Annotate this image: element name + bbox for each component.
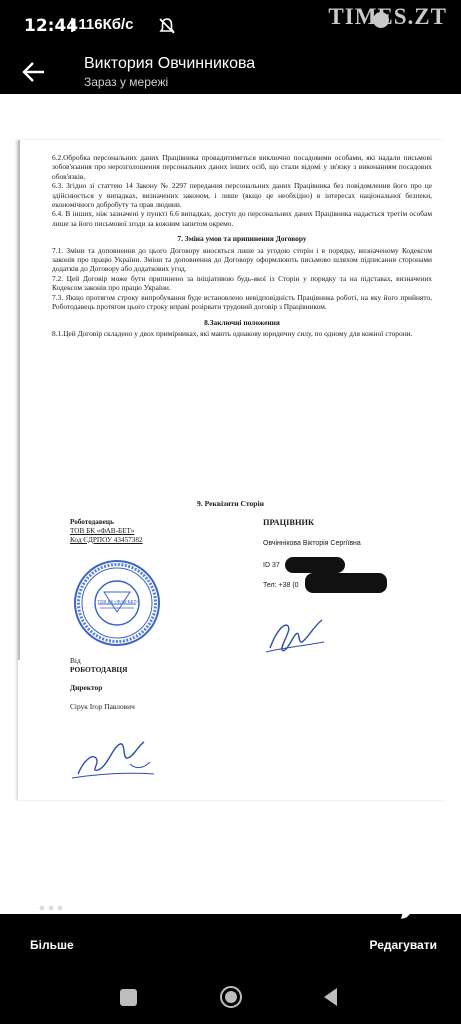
paragraph-7-3: 7.3. Якщо протягом строку випробування буде встановлено невідповідність Працівника роботі, на яку його прийнято, Роботодавець протягом цього строку вправі розірвати трудовий договір з Працівником. bbox=[52, 292, 432, 312]
employer-company: ТОВ БК «ФАВ-БЕТ» bbox=[70, 527, 135, 535]
worker-phone: Тел: +38 (0 bbox=[263, 582, 299, 589]
pencil-icon[interactable] bbox=[396, 898, 422, 924]
worker-details bbox=[263, 518, 361, 589]
employer-code: Код ЄДРПОУ 43457382 bbox=[70, 536, 143, 544]
worker-signature-icon bbox=[262, 612, 332, 660]
page-edge bbox=[18, 140, 20, 660]
section-8-title: 8.Заключні положення bbox=[204, 317, 280, 327]
director-signature-icon bbox=[68, 734, 158, 784]
from-label: Від bbox=[70, 656, 81, 665]
paragraph-6-4: 6.4. В інших, ніж зазначені у пункті 6.6 випадках, доступ до персональних даних Працівника надається третім особам лише за його письмової згоди за кожним запитом окремо. bbox=[52, 209, 432, 228]
paragraph-7-2: 7.2. Цей Договір може бути припинено за ініціативою будь-якої із Сторін у порядку та на підставах, визначених Кодексом законів про працю України. bbox=[52, 273, 432, 293]
employer-details bbox=[70, 518, 143, 545]
stamp-text: ТОВ БК «ФАВ-БЕТ» bbox=[97, 599, 139, 604]
paragraph-6-2: 6.2.Обробка персональних даних Працівника провадитиметься виключно посадовими особами, які надали письмові зобов'язання про нерозголошення персональних даних інших осіб, що стали відомі у зв'язку з виконанням посадових обов'язків. bbox=[52, 153, 432, 181]
paragraph-8-1: 8.1.Цей Договір складено у двох примірниках, які мають однакову юридичну силу, по одному для кожної сторони. bbox=[52, 328, 413, 338]
contact-name[interactable]: Виктория Овчинникова bbox=[84, 55, 256, 72]
document-text bbox=[52, 153, 432, 338]
recent-apps-icon[interactable] bbox=[120, 989, 137, 1006]
redaction-mark bbox=[285, 557, 345, 573]
status-time: 12:44 bbox=[24, 16, 79, 36]
worker-title: ПРАЦІВНИК bbox=[263, 518, 315, 527]
redaction-mark bbox=[305, 573, 387, 593]
system-nav-bar bbox=[0, 974, 461, 1024]
back-button[interactable] bbox=[16, 56, 52, 88]
employer-signatory bbox=[70, 656, 135, 711]
employer-title: Роботодавець bbox=[70, 518, 114, 526]
employer-caps: РОБОТОДАВЦЯ bbox=[70, 665, 128, 674]
contact-status: Зараз у мережі bbox=[84, 75, 169, 89]
network-speed: | 116Кб/с bbox=[70, 16, 134, 33]
back-triangle-icon[interactable] bbox=[320, 986, 340, 1008]
more-button[interactable]: Більше bbox=[30, 938, 74, 952]
watermark: TIMES.ZT bbox=[328, 4, 447, 29]
section-7-title: 7. Зміна умов та припинення Договору bbox=[177, 234, 307, 244]
edit-button[interactable]: Редагувати bbox=[369, 938, 437, 952]
section-9-title: 9. Реквізити Сторін bbox=[196, 499, 265, 508]
worker-name: Овчіннікова Вікторія Сергіївна bbox=[263, 540, 361, 547]
bottom-action-bar bbox=[0, 914, 461, 974]
worker-id: ID 37 bbox=[263, 562, 280, 569]
arrow-left-icon bbox=[16, 56, 52, 88]
director-name: Сірук Ігор Павлович bbox=[70, 702, 135, 711]
paragraph-6-3: 6.3. Згідно зі статтею 14 Закону № 2297 передання персональних даних Працівника без повідомлення його про це здійснюється у випадках, визначених законом, і лише (якщо це необхідно) в інтересах національної безпеки, економічного добробуту та прав людини. bbox=[52, 181, 432, 210]
status-bar bbox=[0, 0, 461, 52]
silent-bell-icon bbox=[158, 17, 176, 35]
paragraph-7-1: 7.1. Зміни та доповнення до цього Договору вносяться лише за угодою сторін і в порядку, визначеному Кодексом законів про працю України. Зміни та доповнення до Договору оформлюють письмово шляхом підписання сторонами додатків до Договору або додаткових угод. bbox=[52, 245, 432, 274]
chat-viewer-header bbox=[0, 52, 461, 94]
director-label: Директор bbox=[70, 683, 103, 692]
home-icon[interactable] bbox=[219, 985, 243, 1009]
three-dots-icon[interactable] bbox=[38, 904, 64, 912]
